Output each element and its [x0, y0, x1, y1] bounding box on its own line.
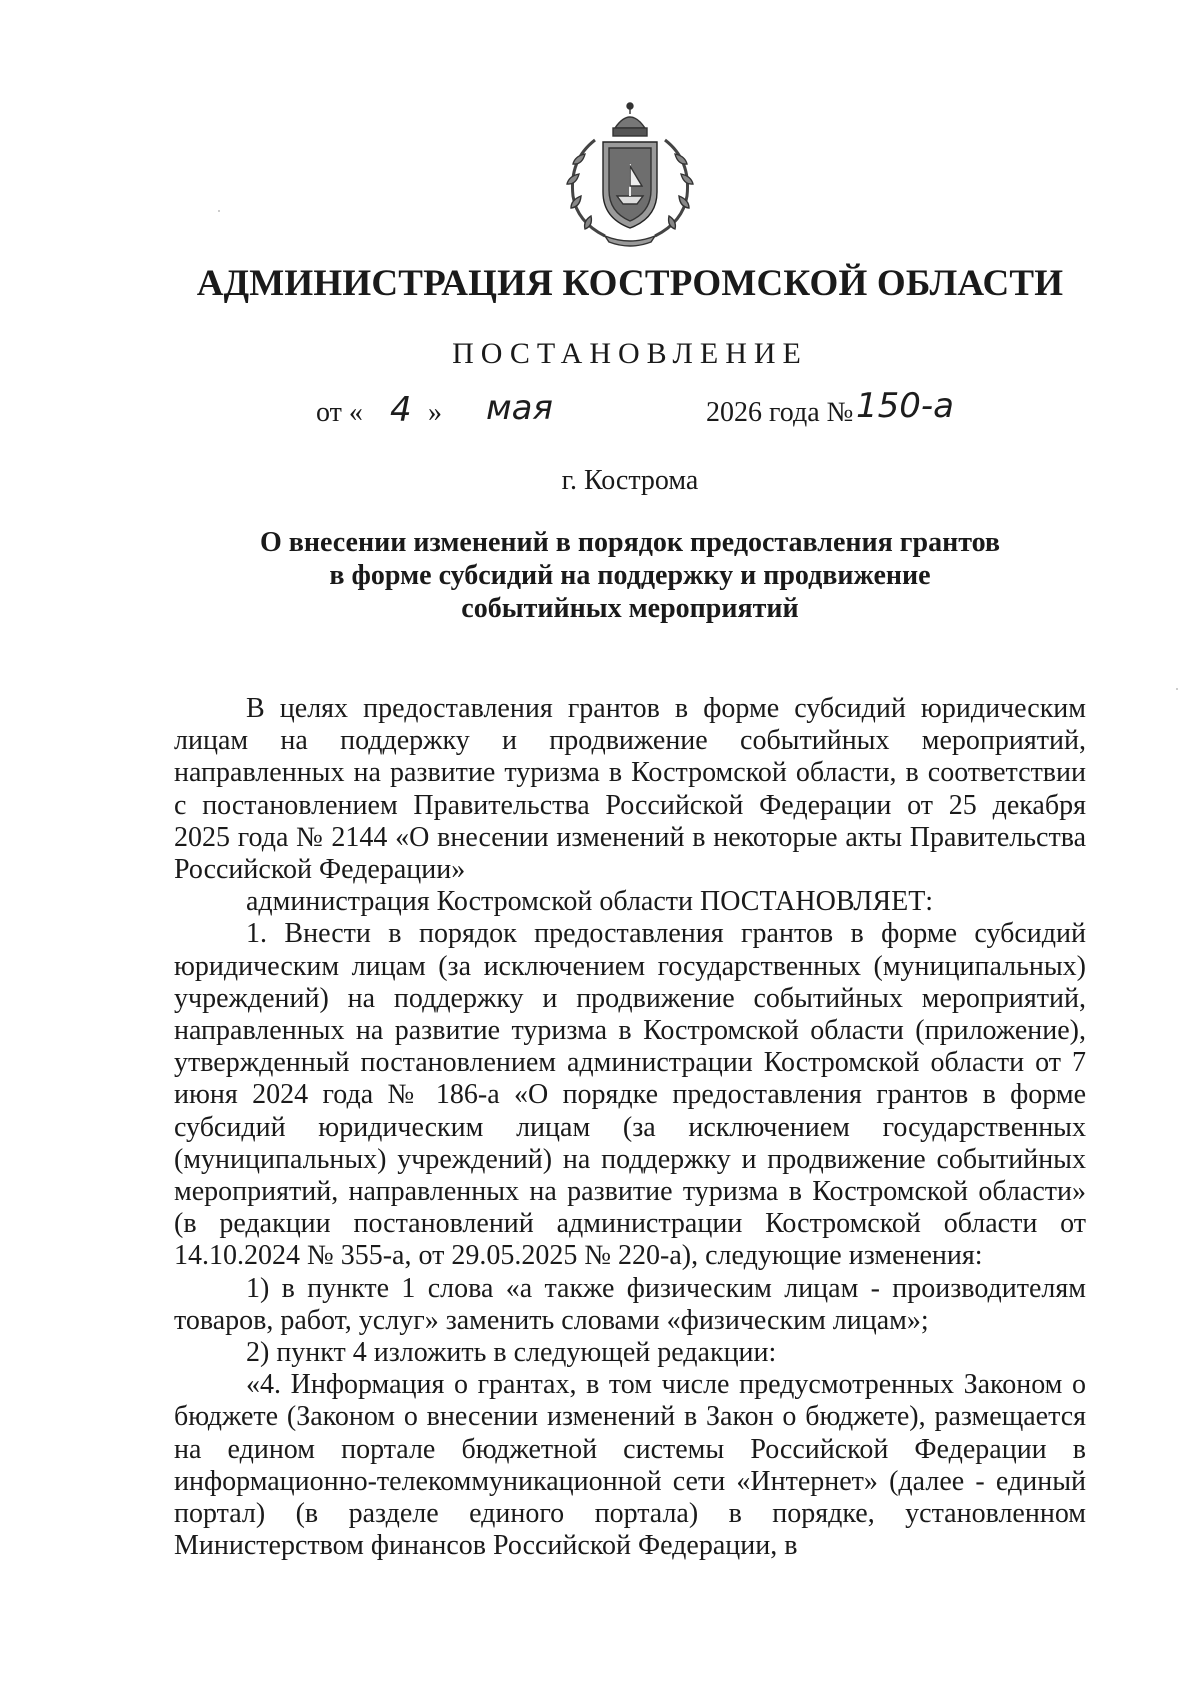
paragraph-point-4: «4. Информация о грантах, в том числе предусмотренных Законом о бюджете (Законом о внесении изменений в Закон о бюджете), размещается на едином портале бюджетной системы Российской Федерации в информационно-телекоммуникационной сети «Интернет» (далее - единый портал) (в разделе единого портала) в порядке, установленном Министерством финансов Российской Федерации, в: [174, 1369, 1086, 1562]
title-line-1: О внесении изменений в порядок предоставления грантов: [259, 527, 1001, 558]
title-line-2: в форме субсидий на поддержку и продвижение: [329, 560, 931, 591]
scan-speck: [1176, 688, 1178, 690]
organization-name: АДМИНИСТРАЦИЯ КОСТРОМСКОЙ ОБЛАСТИ: [196, 263, 1064, 304]
date-prefix: от «: [316, 397, 363, 428]
city: г. Кострома: [561, 465, 699, 496]
document-title: [200, 526, 1060, 625]
scan-speck: [218, 210, 220, 212]
paragraph-item-1: 1. Внести в порядок предоставления грантов в форме субсидий юридическим лицам (за исключением государственных (муниципальных) учреждений) на поддержку и продвижение событийных мероприятий, направленных на развитие туризма в Костромской области (приложение), утвержденный постановлением администрации Костромской области от 7 июня 2024 года № 186-а «О порядке предоставления грантов в форме субсидий юридическим лицам (за исключением государственных (муниципальных) учреждений) на поддержку и продвижение событийных мероприятий, направленных на развитие туризма в Костромской области» (в редакции постановлений администрации Костромской области от 14.10.2024 № 355-а, от 29.05.2025 № 220-а), следующие изменения:: [174, 918, 1086, 1272]
coat-of-arms-icon: [545, 100, 715, 250]
paragraph-resolves: администрация Костромской области ПОСТАНОВЛЯЕТ:: [246, 886, 934, 918]
paragraph-subitem-2: 2) пункт 4 изложить в следующей редакции:: [246, 1337, 777, 1369]
year-and-number-label: 2026 года №: [706, 397, 854, 428]
handwritten-day: 4: [390, 390, 412, 430]
title-line-3: событийных мероприятий: [461, 593, 799, 624]
handwritten-month: мая: [486, 388, 553, 428]
date-close-quote: »: [428, 397, 442, 428]
handwritten-number: 150-а: [856, 386, 954, 426]
paragraph-subitem-1: 1) в пункте 1 слова «а также физическим лицам - производителям товаров, работ, услуг» заменить словами «физическим лицам»;: [174, 1272, 1086, 1336]
document-body: [174, 693, 1086, 1562]
paragraph-preamble: В целях предоставления грантов в форме субсидий юридическим лицам на поддержку и продвижение событийных мероприятий, направленных на развитие туризма в Костромской области, в соответствии с постановлением Правительства Российской Федерации от 25 декабря 2025 года № 2144 «О внесении изменений в некоторые акты Правительства Российской Федерации»: [174, 693, 1086, 886]
document-type: ПОСТАНОВЛЕНИЕ: [452, 337, 808, 370]
